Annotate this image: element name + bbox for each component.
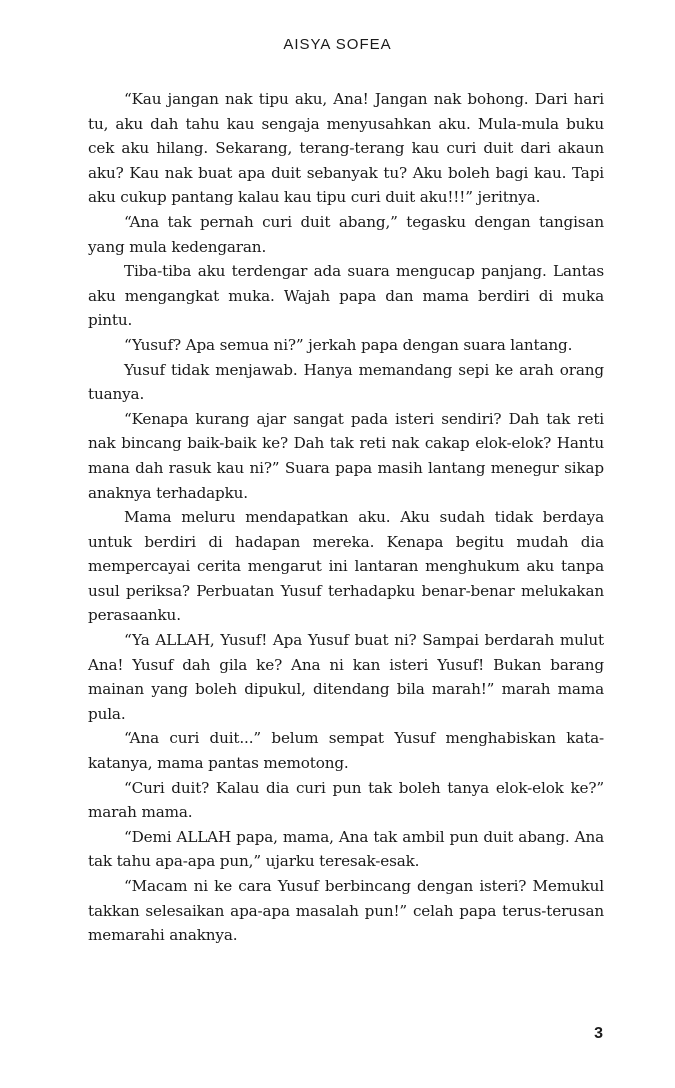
page-number: 3 <box>594 1025 603 1042</box>
paragraph: “Curi duit? Kalau dia curi pun tak boleh tanya elok-elok ke?” marah mama. <box>88 778 604 822</box>
paragraph: “Kenapa kurang ajar sangat pada isteri sendiri? Dah tak reti nak bincang baik-baik ke? Dah tak reti nak cakap elok-elok? Hantu mana dah rasuk kau ni?” Suara papa masih lantang menegur sikap anaknya terhadapku. <box>88 409 604 502</box>
paragraph: “Ya ALLAH, Yusuf! Apa Yusuf buat ni? Sampai berdarah mulut Ana! Yusuf dah gila ke? Ana ni kan isteri Yusuf! Bukan barang mainan yang boleh dipukul, ditendang bila marah!” marah mama pula. <box>88 631 604 723</box>
paragraph: Mama meluru mendapatkan aku. Aku sudah tidak berdaya untuk berdiri di hadapan mereka. Kenapa begitu mudah dia mempercayai cerita mengarut ini lantaran menghukum aku tanpa usul periksa? Perbuatan Yusuf terhadapku benar-benar melukakan perasaanku. <box>88 508 604 625</box>
paragraph: “Kau jangan nak tipu aku, Ana! Jangan nak bohong. Dari hari tu, aku dah tahu kau sengaja menyusahkan aku. Mula-mula buku cek aku hilang. Sekarang, terang-terang kau curi duit dari akaun aku? Kau nak buat apa duit sebanyak tu? Aku boleh bagi kau. Tapi aku cukup pantang kalau kau tipu curi duit aku!!!” jeritnya. <box>88 90 604 207</box>
paragraph: “Yusuf? Apa semua ni?” jerkah papa dengan suara lantang. <box>124 335 573 354</box>
paragraph: “Macam ni ke cara Yusuf berbincang dengan isteri? Memukul takkan selesaikan apa-apa masalah pun!” celah papa terus-terusan memarahi anaknya. <box>88 877 604 945</box>
paragraph: Yusuf tidak menjawab. Hanya memandang sepi ke arah orang tuanya. <box>88 360 604 404</box>
book-page-body <box>88 87 604 948</box>
paragraph: “Ana tak pernah curi duit abang,” tegasku dengan tangisan yang mula kedengaran. <box>88 212 604 256</box>
paragraph: “Ana curi duit...” belum sempat Yusuf menghabiskan kata-katanya, mama pantas memotong. <box>88 729 604 773</box>
paragraph: Tiba-tiba aku terdengar ada suara mengucap panjang. Lantas aku mengangkat muka. Wajah papa dan mama berdiri di muka pintu. <box>88 262 604 330</box>
paragraph: “Demi ALLAH papa, mama, Ana tak ambil pun duit abang. Ana tak tahu apa-apa pun,” ujarku teresak-esak. <box>88 827 604 871</box>
running-head-title: AISYA SOFEA <box>283 36 392 53</box>
